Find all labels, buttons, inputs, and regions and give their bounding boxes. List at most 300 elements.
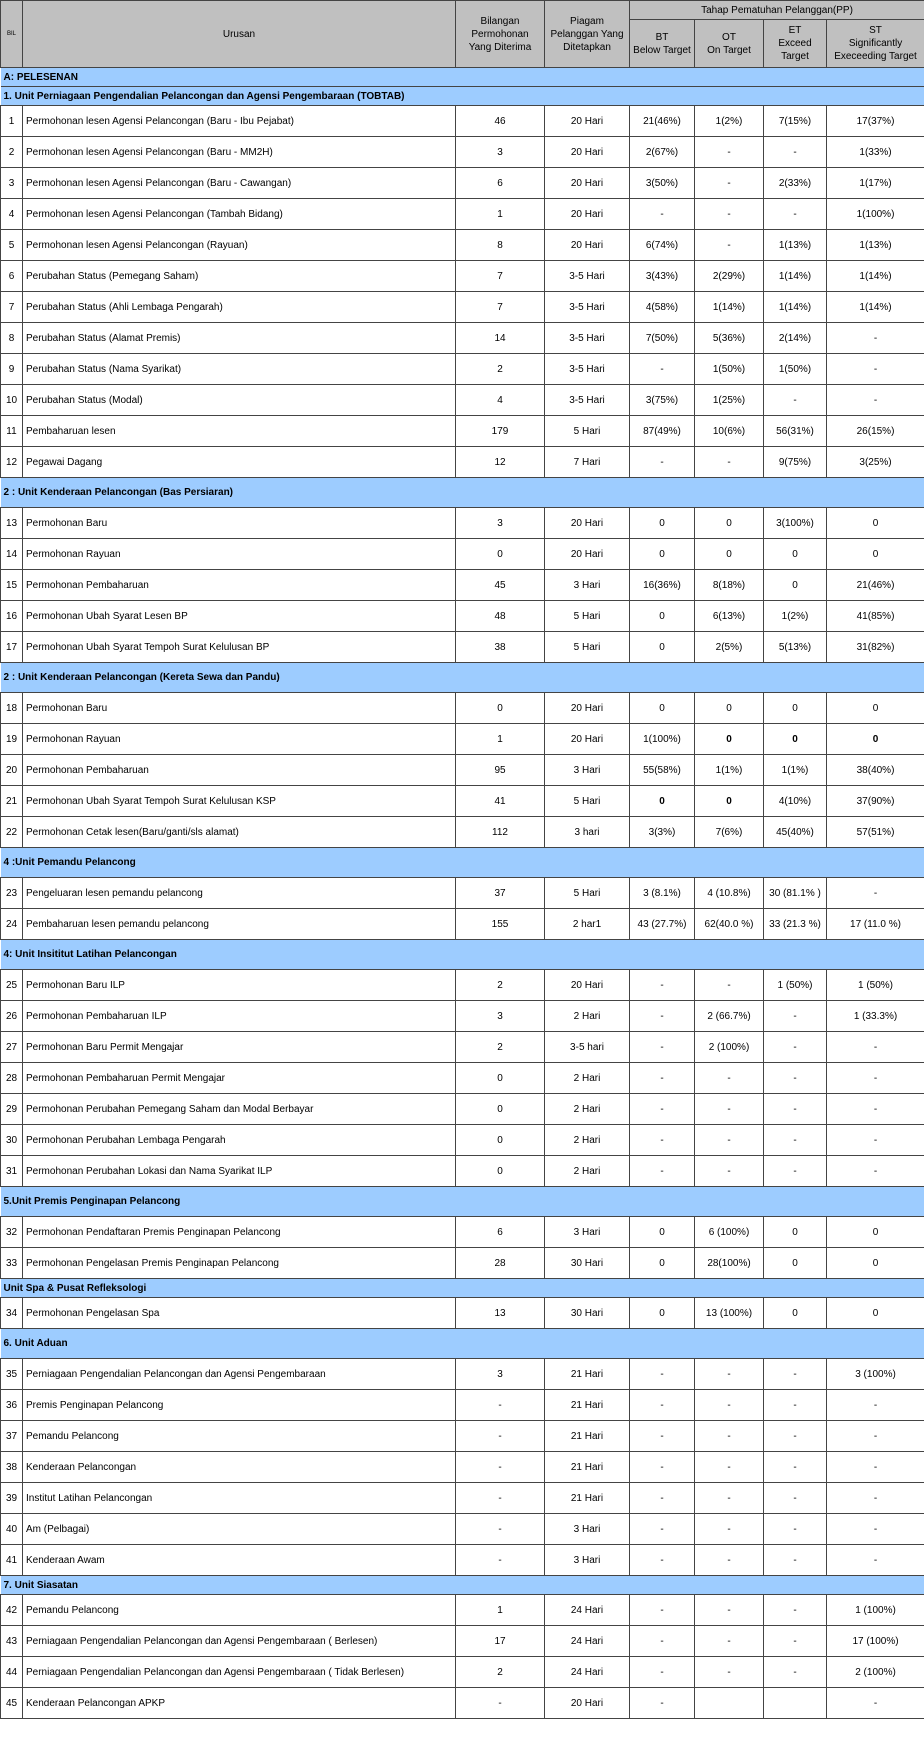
- cell-bilangan: -: [456, 1545, 545, 1576]
- cell-bt: -: [630, 1452, 695, 1483]
- cell-ot: 0: [695, 724, 764, 755]
- cell-bilangan: 46: [456, 106, 545, 137]
- cell-st: -: [827, 1156, 924, 1187]
- cell-et: 33 (21.3 %): [764, 909, 827, 940]
- cell-bt: -: [630, 970, 695, 1001]
- cell-et: 4(10%): [764, 786, 827, 817]
- cell-st: 1(33%): [827, 137, 924, 168]
- header-urusan: Urusan: [23, 1, 456, 68]
- cell-piagam: 2 har1: [545, 909, 630, 940]
- cell-et: 1(2%): [764, 601, 827, 632]
- cell-bt: 0: [630, 508, 695, 539]
- section-title: A: PELESENAN: [1, 68, 924, 87]
- cell-bt: 3 (8.1%): [630, 878, 695, 909]
- cell-ot: -: [695, 970, 764, 1001]
- section-header: [1, 1329, 924, 1359]
- cell-bt: -: [630, 1001, 695, 1032]
- cell-urusan: Permohonan Ubah Syarat Tempoh Surat Kelulusan KSP: [23, 786, 456, 817]
- table-row: [1, 755, 924, 786]
- cell-bt: 3(43%): [630, 261, 695, 292]
- cell-piagam: 20 Hari: [545, 106, 630, 137]
- cell-urusan: Pembaharuan lesen: [23, 416, 456, 447]
- section-header: [1, 1279, 924, 1298]
- cell-st: -: [827, 1545, 924, 1576]
- cell-urusan: Permohonan Cetak lesen(Baru/ganti/sls alamat): [23, 817, 456, 848]
- cell-bilangan: 2: [456, 1657, 545, 1688]
- cell-ot: 28(100%): [695, 1248, 764, 1279]
- cell-piagam: 2 Hari: [545, 1063, 630, 1094]
- table-row: [1, 878, 924, 909]
- cell-et: 9(75%): [764, 447, 827, 478]
- cell-st: 37(90%): [827, 786, 924, 817]
- table-row: [1, 1483, 924, 1514]
- cell-bt: 0: [630, 632, 695, 663]
- cell-piagam: 3 Hari: [545, 755, 630, 786]
- cell-urusan: Permohonan Pembaharuan: [23, 570, 456, 601]
- cell-bil: 20: [1, 755, 23, 786]
- cell-et: -: [764, 385, 827, 416]
- cell-bilangan: 7: [456, 292, 545, 323]
- cell-piagam: 3-5 Hari: [545, 354, 630, 385]
- cell-st: 1 (50%): [827, 970, 924, 1001]
- cell-urusan: Pegawai Dagang: [23, 447, 456, 478]
- cell-bilangan: 112: [456, 817, 545, 848]
- cell-bt: 55(58%): [630, 755, 695, 786]
- cell-urusan: Perubahan Status (Modal): [23, 385, 456, 416]
- cell-piagam: 20 Hari: [545, 693, 630, 724]
- table-row: [1, 1359, 924, 1390]
- cell-bil: 44: [1, 1657, 23, 1688]
- cell-bt: -: [630, 1626, 695, 1657]
- cell-urusan: Permohonan Ubah Syarat Lesen BP: [23, 601, 456, 632]
- cell-et: 1(1%): [764, 755, 827, 786]
- table-row: [1, 817, 924, 848]
- table-row: [1, 1688, 924, 1719]
- cell-piagam: 3-5 Hari: [545, 323, 630, 354]
- cell-bt: 87(49%): [630, 416, 695, 447]
- cell-piagam: 20 Hari: [545, 230, 630, 261]
- cell-et: 2(14%): [764, 323, 827, 354]
- cell-ot: 1(2%): [695, 106, 764, 137]
- table-row: [1, 385, 924, 416]
- cell-urusan: Perniagaan Pengendalian Pelancongan dan Agensi Pengembaraan ( Tidak Berlesen): [23, 1657, 456, 1688]
- cell-bilangan: 2: [456, 970, 545, 1001]
- cell-bt: -: [630, 354, 695, 385]
- section-title: 5.Unit Premis Penginapan Pelancong: [1, 1187, 924, 1217]
- cell-bil: 41: [1, 1545, 23, 1576]
- section-header: [1, 663, 924, 693]
- cell-st: -: [827, 1421, 924, 1452]
- cell-ot: [695, 1688, 764, 1719]
- cell-urusan: Perniagaan Pengendalian Pelancongan dan Agensi Pengembaraan: [23, 1359, 456, 1390]
- cell-bt: -: [630, 1359, 695, 1390]
- cell-piagam: 3-5 Hari: [545, 292, 630, 323]
- section-title: 2 : Unit Kenderaan Pelancongan (Kereta Sewa dan Pandu): [1, 663, 924, 693]
- cell-et: 0: [764, 1298, 827, 1329]
- cell-st: 1(14%): [827, 292, 924, 323]
- cell-ot: 6 (100%): [695, 1217, 764, 1248]
- cell-urusan: Permohonan Rayuan: [23, 724, 456, 755]
- cell-st: -: [827, 385, 924, 416]
- cell-bilangan: 37: [456, 878, 545, 909]
- section-header: [1, 1187, 924, 1217]
- cell-ot: 8(18%): [695, 570, 764, 601]
- cell-bil: 8: [1, 323, 23, 354]
- cell-bilangan: 2: [456, 354, 545, 385]
- cell-bilangan: 3: [456, 508, 545, 539]
- cell-urusan: Pemandu Pelancong: [23, 1421, 456, 1452]
- cell-et: 5(13%): [764, 632, 827, 663]
- cell-st: -: [827, 323, 924, 354]
- cell-ot: 10(6%): [695, 416, 764, 447]
- cell-bt: 3(50%): [630, 168, 695, 199]
- cell-bilangan: 0: [456, 1125, 545, 1156]
- cell-piagam: 20 Hari: [545, 168, 630, 199]
- cell-ot: -: [695, 199, 764, 230]
- cell-ot: 62(40.0 %): [695, 909, 764, 940]
- cell-st: -: [827, 1063, 924, 1094]
- cell-st: 0: [827, 539, 924, 570]
- cell-urusan: Institut Latihan Pelancongan: [23, 1483, 456, 1514]
- cell-bil: 15: [1, 570, 23, 601]
- cell-bilangan: 45: [456, 570, 545, 601]
- cell-ot: -: [695, 1063, 764, 1094]
- header-bil: BIL: [1, 1, 23, 68]
- cell-ot: -: [695, 1514, 764, 1545]
- cell-bil: 11: [1, 416, 23, 447]
- cell-bil: 36: [1, 1390, 23, 1421]
- cell-ot: 13 (100%): [695, 1298, 764, 1329]
- cell-piagam: 5 Hari: [545, 416, 630, 447]
- cell-bt: 4(58%): [630, 292, 695, 323]
- cell-bt: 7(50%): [630, 323, 695, 354]
- table-row: [1, 1595, 924, 1626]
- cell-ot: -: [695, 447, 764, 478]
- cell-bilangan: -: [456, 1390, 545, 1421]
- header-piagam: Piagam Pelanggan Yang Ditetapkan: [545, 1, 630, 68]
- table-row: [1, 909, 924, 940]
- cell-st: 2 (100%): [827, 1657, 924, 1688]
- cell-ot: 2(29%): [695, 261, 764, 292]
- cell-st: 38(40%): [827, 755, 924, 786]
- cell-bt: 21(46%): [630, 106, 695, 137]
- cell-et: -: [764, 1156, 827, 1187]
- cell-st: 21(46%): [827, 570, 924, 601]
- cell-ot: 0: [695, 786, 764, 817]
- cell-bt: -: [630, 1421, 695, 1452]
- cell-urusan: Pengeluaran lesen pemandu pelancong: [23, 878, 456, 909]
- cell-bilangan: -: [456, 1514, 545, 1545]
- cell-et: -: [764, 1657, 827, 1688]
- cell-piagam: 3 Hari: [545, 1545, 630, 1576]
- cell-st: 1 (33.3%): [827, 1001, 924, 1032]
- cell-bilangan: 1: [456, 199, 545, 230]
- cell-st: 1(14%): [827, 261, 924, 292]
- cell-bt: -: [630, 199, 695, 230]
- table-row: [1, 693, 924, 724]
- section-title: 4: Unit Insititut Latihan Pelancongan: [1, 940, 924, 970]
- header-bt: BT Below Target: [630, 20, 695, 68]
- cell-et: 2(33%): [764, 168, 827, 199]
- table-row: [1, 1626, 924, 1657]
- cell-bil: 45: [1, 1688, 23, 1719]
- header-ot: OT On Target: [695, 20, 764, 68]
- cell-urusan: Premis Penginapan Pelancong: [23, 1390, 456, 1421]
- table-row: [1, 1298, 924, 1329]
- cell-bil: 10: [1, 385, 23, 416]
- cell-ot: 2 (66.7%): [695, 1001, 764, 1032]
- cell-st: 0: [827, 1298, 924, 1329]
- table-row: [1, 292, 924, 323]
- table-header: [1, 1, 924, 68]
- table-row: [1, 1452, 924, 1483]
- cell-piagam: 3 hari: [545, 817, 630, 848]
- cell-piagam: 21 Hari: [545, 1421, 630, 1452]
- cell-piagam: 20 Hari: [545, 724, 630, 755]
- cell-ot: -: [695, 1156, 764, 1187]
- cell-ot: -: [695, 1657, 764, 1688]
- cell-bilangan: -: [456, 1421, 545, 1452]
- cell-et: -: [764, 1063, 827, 1094]
- cell-bilangan: 38: [456, 632, 545, 663]
- cell-piagam: 24 Hari: [545, 1626, 630, 1657]
- cell-bil: 28: [1, 1063, 23, 1094]
- cell-bt: 0: [630, 1217, 695, 1248]
- cell-piagam: 21 Hari: [545, 1359, 630, 1390]
- cell-bil: 40: [1, 1514, 23, 1545]
- cell-bil: 14: [1, 539, 23, 570]
- cell-et: 1(14%): [764, 292, 827, 323]
- cell-et: -: [764, 1545, 827, 1576]
- table-row: [1, 970, 924, 1001]
- section-title: 1. Unit Perniagaan Pengendalian Pelancongan dan Agensi Pengembaraan (TOBTAB): [1, 87, 924, 106]
- cell-bt: 1(100%): [630, 724, 695, 755]
- table-row: [1, 1125, 924, 1156]
- cell-bilangan: 155: [456, 909, 545, 940]
- cell-st: 31(82%): [827, 632, 924, 663]
- cell-urusan: Permohonan Rayuan: [23, 539, 456, 570]
- table-row: [1, 106, 924, 137]
- cell-st: 17 (11.0 %): [827, 909, 924, 940]
- table-row: [1, 199, 924, 230]
- cell-et: 56(31%): [764, 416, 827, 447]
- cell-bt: -: [630, 1390, 695, 1421]
- cell-et: -: [764, 1483, 827, 1514]
- cell-et: 1(14%): [764, 261, 827, 292]
- cell-bt: -: [630, 1125, 695, 1156]
- cell-et: 0: [764, 724, 827, 755]
- cell-piagam: 20 Hari: [545, 539, 630, 570]
- cell-ot: 0: [695, 539, 764, 570]
- cell-bil: 4: [1, 199, 23, 230]
- cell-et: -: [764, 1390, 827, 1421]
- cell-bilangan: 4: [456, 385, 545, 416]
- cell-st: 0: [827, 508, 924, 539]
- section-header: [1, 848, 924, 878]
- cell-st: 0: [827, 724, 924, 755]
- cell-et: [764, 1688, 827, 1719]
- cell-bilangan: 8: [456, 230, 545, 261]
- cell-urusan: Permohonan Pengelasan Spa: [23, 1298, 456, 1329]
- cell-et: -: [764, 1452, 827, 1483]
- cell-bil: 12: [1, 447, 23, 478]
- cell-urusan: Permohonan Baru Permit Mengajar: [23, 1032, 456, 1063]
- cell-piagam: 2 Hari: [545, 1094, 630, 1125]
- cell-piagam: 20 Hari: [545, 508, 630, 539]
- cell-bil: 7: [1, 292, 23, 323]
- cell-ot: -: [695, 1094, 764, 1125]
- header-tahap: Tahap Pematuhan Pelanggan(PP): [630, 1, 924, 20]
- cell-st: 17 (100%): [827, 1626, 924, 1657]
- cell-bilangan: 95: [456, 755, 545, 786]
- cell-et: 1(13%): [764, 230, 827, 261]
- cell-bilangan: 0: [456, 1156, 545, 1187]
- cell-bt: 0: [630, 601, 695, 632]
- cell-bt: -: [630, 1483, 695, 1514]
- cell-st: -: [827, 1688, 924, 1719]
- table-row: [1, 786, 924, 817]
- section-header: [1, 478, 924, 508]
- cell-piagam: 3 Hari: [545, 570, 630, 601]
- cell-bil: 26: [1, 1001, 23, 1032]
- cell-bt: -: [630, 447, 695, 478]
- cell-ot: -: [695, 168, 764, 199]
- cell-bt: -: [630, 1595, 695, 1626]
- cell-st: 57(51%): [827, 817, 924, 848]
- cell-bil: 31: [1, 1156, 23, 1187]
- table-row: [1, 354, 924, 385]
- section-title: Unit Spa & Pusat Refleksologi: [1, 1279, 924, 1298]
- cell-ot: -: [695, 1452, 764, 1483]
- cell-ot: -: [695, 137, 764, 168]
- cell-bt: 43 (27.7%): [630, 909, 695, 940]
- cell-st: -: [827, 878, 924, 909]
- cell-urusan: Permohonan Pendaftaran Premis Penginapan Pelancong: [23, 1217, 456, 1248]
- cell-bil: 39: [1, 1483, 23, 1514]
- cell-bil: 30: [1, 1125, 23, 1156]
- table-row: [1, 570, 924, 601]
- cell-piagam: 20 Hari: [545, 1688, 630, 1719]
- cell-bt: -: [630, 1063, 695, 1094]
- cell-bt: 6(74%): [630, 230, 695, 261]
- cell-et: -: [764, 1032, 827, 1063]
- cell-bil: 6: [1, 261, 23, 292]
- cell-urusan: Permohonan lesen Agensi Pelancongan (Rayuan): [23, 230, 456, 261]
- section-header: [1, 87, 924, 106]
- table-row: [1, 416, 924, 447]
- table-body: [1, 68, 924, 1719]
- cell-bil: 2: [1, 137, 23, 168]
- cell-piagam: 3 Hari: [545, 1217, 630, 1248]
- cell-urusan: Permohonan lesen Agensi Pelancongan (Baru - Cawangan): [23, 168, 456, 199]
- cell-piagam: 2 Hari: [545, 1125, 630, 1156]
- cell-piagam: 24 Hari: [545, 1595, 630, 1626]
- cell-bt: -: [630, 1514, 695, 1545]
- cell-et: -: [764, 1421, 827, 1452]
- section-title: 2 : Unit Kenderaan Pelancongan (Bas Persiaran): [1, 478, 924, 508]
- cell-bilangan: 12: [456, 447, 545, 478]
- cell-bt: 0: [630, 1298, 695, 1329]
- cell-bt: -: [630, 1094, 695, 1125]
- cell-st: -: [827, 1032, 924, 1063]
- cell-et: 45(40%): [764, 817, 827, 848]
- cell-bilangan: -: [456, 1688, 545, 1719]
- cell-et: 1(50%): [764, 354, 827, 385]
- cell-ot: -: [695, 1595, 764, 1626]
- cell-bil: 13: [1, 508, 23, 539]
- section-header: [1, 1576, 924, 1595]
- table-row: [1, 323, 924, 354]
- header-et: ET Exceed Target: [764, 20, 827, 68]
- table-row: [1, 1032, 924, 1063]
- cell-piagam: 7 Hari: [545, 447, 630, 478]
- table-row: [1, 1094, 924, 1125]
- cell-bil: 24: [1, 909, 23, 940]
- cell-bilangan: 41: [456, 786, 545, 817]
- table-row: [1, 724, 924, 755]
- cell-bil: 1: [1, 106, 23, 137]
- cell-bil: 29: [1, 1094, 23, 1125]
- cell-bt: -: [630, 1032, 695, 1063]
- cell-urusan: Permohonan Pembaharuan Permit Mengajar: [23, 1063, 456, 1094]
- cell-piagam: 5 Hari: [545, 632, 630, 663]
- cell-urusan: Am (Pelbagai): [23, 1514, 456, 1545]
- cell-bil: 27: [1, 1032, 23, 1063]
- cell-bilangan: 1: [456, 724, 545, 755]
- cell-bil: 37: [1, 1421, 23, 1452]
- cell-urusan: Permohonan lesen Agensi Pelancongan (Baru - MM2H): [23, 137, 456, 168]
- table-row: [1, 1390, 924, 1421]
- cell-bilangan: 2: [456, 1032, 545, 1063]
- cell-urusan: Permohonan Perubahan Pemegang Saham dan Modal Berbayar: [23, 1094, 456, 1125]
- cell-bil: 34: [1, 1298, 23, 1329]
- cell-st: -: [827, 354, 924, 385]
- cell-urusan: Permohonan Pengelasan Premis Penginapan Pelancong: [23, 1248, 456, 1279]
- cell-bil: 17: [1, 632, 23, 663]
- cell-st: 17(37%): [827, 106, 924, 137]
- cell-et: -: [764, 199, 827, 230]
- cell-ot: 1(14%): [695, 292, 764, 323]
- cell-ot: 5(36%): [695, 323, 764, 354]
- cell-ot: 2 (100%): [695, 1032, 764, 1063]
- cell-st: -: [827, 1514, 924, 1545]
- cell-st: -: [827, 1125, 924, 1156]
- cell-st: 1(13%): [827, 230, 924, 261]
- cell-st: -: [827, 1094, 924, 1125]
- cell-piagam: 3-5 hari: [545, 1032, 630, 1063]
- table-row: [1, 1063, 924, 1094]
- cell-bil: 35: [1, 1359, 23, 1390]
- cell-ot: 1(25%): [695, 385, 764, 416]
- cell-et: 0: [764, 539, 827, 570]
- cell-ot: -: [695, 1626, 764, 1657]
- cell-urusan: Permohonan lesen Agensi Pelancongan (Baru - Ibu Pejabat): [23, 106, 456, 137]
- cell-bilangan: 0: [456, 1094, 545, 1125]
- cell-urusan: Kenderaan Pelancongan APKP: [23, 1688, 456, 1719]
- cell-et: 30 (81.1% ): [764, 878, 827, 909]
- table-row: [1, 508, 924, 539]
- cell-bt: -: [630, 1688, 695, 1719]
- cell-bt: 0: [630, 1248, 695, 1279]
- table-row: [1, 1514, 924, 1545]
- cell-bilangan: -: [456, 1452, 545, 1483]
- cell-bt: 0: [630, 539, 695, 570]
- cell-bt: -: [630, 1156, 695, 1187]
- cell-ot: -: [695, 1483, 764, 1514]
- cell-piagam: 2 Hari: [545, 1001, 630, 1032]
- cell-ot: -: [695, 1125, 764, 1156]
- table-row: [1, 261, 924, 292]
